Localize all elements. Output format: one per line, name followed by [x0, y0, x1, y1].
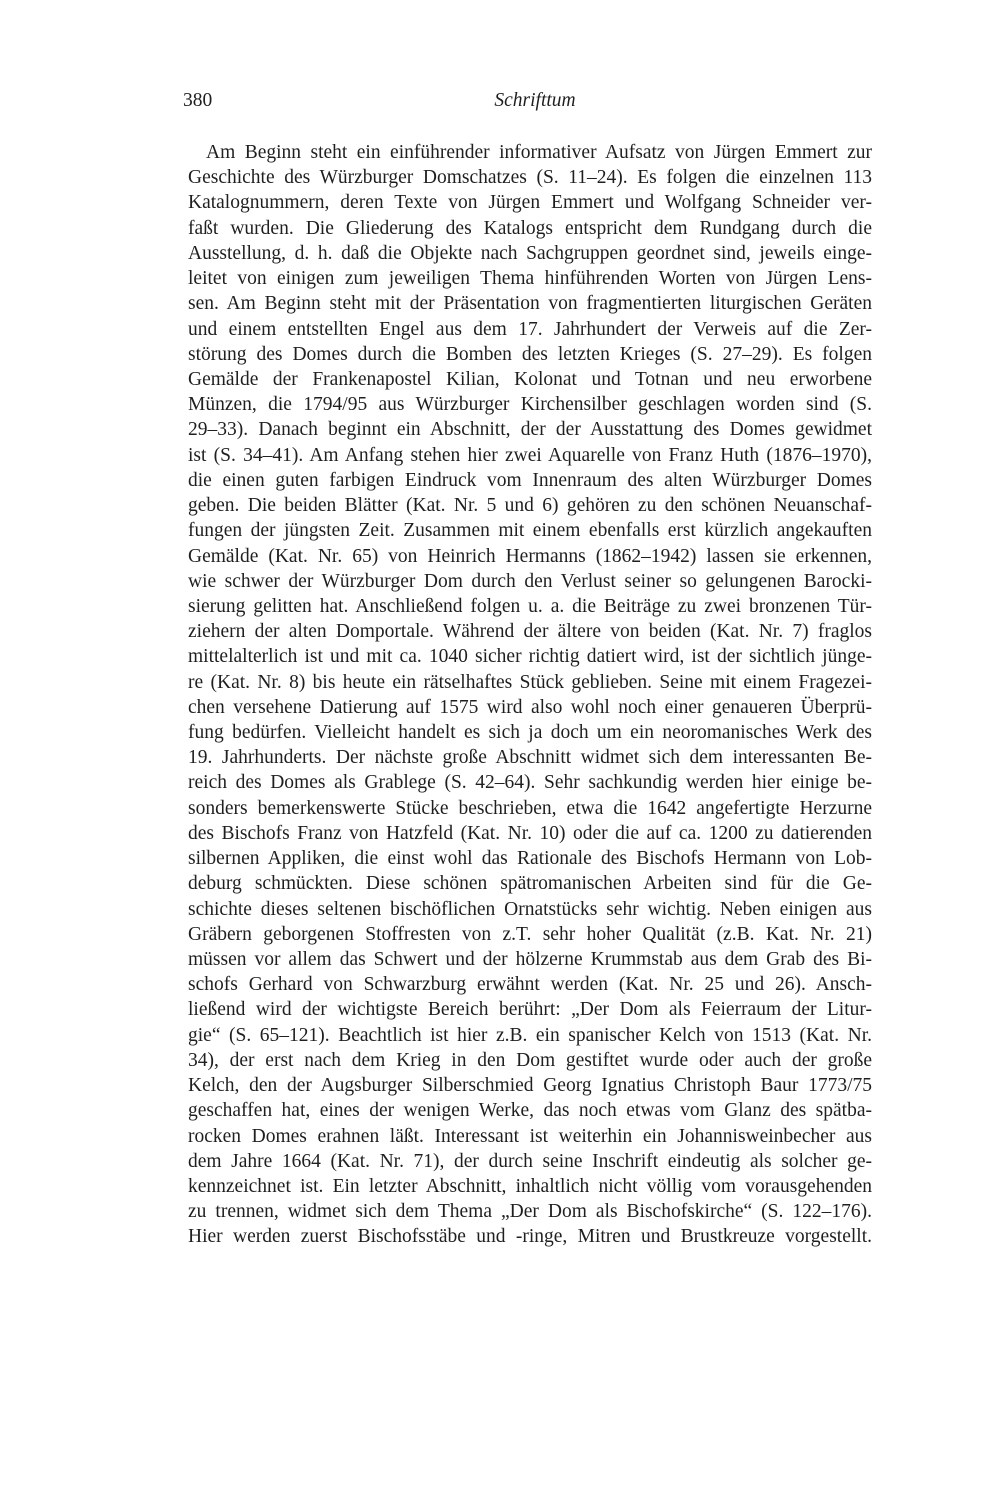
text-line: Gemälde (Kat. Nr. 65) von Heinrich Hermanns (1862–1942) lassen sie erkennen,	[188, 545, 872, 567]
text-line: Am Beginn steht ein einführender informativer Aufsatz von Jürgen Emmert zur	[206, 142, 872, 163]
text-line: störung des Domes durch die Bomben des letzten Krieges (S. 27–29). Es folgen	[188, 343, 872, 365]
text-line: Münzen, die 1794/95 aus Würzburger Kirchensilber geschlagen worden sind (S.	[188, 394, 872, 416]
text-line: re (Kat. Nr. 8) bis heute ein rätselhaftes Stück geblieben. Seine mit einem Fragezei-	[188, 671, 872, 693]
text-line: Gemälde der Frankenapostel Kilian, Kolonat und Totnan und neu erworbene	[188, 368, 872, 390]
text-line: fung bedürfen. Vielleicht handelt es sich ja doch um ein neoromanisches Werk des	[188, 722, 872, 744]
text-line: leitet von einigen zum jeweiligen Thema hinführenden Worten von Jürgen Lens-	[188, 268, 872, 290]
text-line: Kelch, den der Augsburger Silberschmied Georg Ignatius Christoph Baur 1773/75	[188, 1075, 872, 1097]
text-line: silbernen Appliken, die einst wohl das Rationale des Bischofs Hermann von Lob-	[188, 848, 872, 870]
text-line: Gräbern geborgenen Stoffresten von z.T. sehr hoher Qualität (z.B. Kat. Nr. 21)	[188, 923, 872, 945]
text-line: ziehern der alten Domportale. Während der ältere von beiden (Kat. Nr. 7) fraglos	[188, 621, 872, 643]
text-line: deburg schmückten. Diese schönen spätromanischen Arbeiten sind für die Ge-	[188, 873, 872, 895]
text-line: 19. Jahrhunderts. Der nächste große Abschnitt widmet sich dem interessanten Be-	[188, 747, 872, 769]
text-line: Hier werden zuerst Bischofsstäbe und -ringe, Mitren und Brustkreuze vorgestellt.	[188, 1226, 872, 1248]
text-line: faßt wurden. Die Gliederung des Katalogs entspricht dem Rundgang durch die	[188, 217, 872, 239]
text-line: Katalognummern, deren Texte von Jürgen Emmert und Wolfgang Schneider ver-	[188, 192, 872, 214]
text-line: und einem entstellten Engel aus dem 17. Jahrhundert der Verweis auf die Zer-	[188, 318, 872, 340]
text-line: sierung gelitten hat. Anschließend folgen u. a. die Beiträge zu zwei bronzenen Tür-	[188, 595, 872, 617]
text-line: mittelalterlich ist und mit ca. 1040 sicher richtig datiert wird, ist der sichtlich jünge-	[188, 646, 872, 668]
text-line: die einen guten farbigen Eindruck vom Innenraum des alten Würzburger Domes	[188, 469, 872, 491]
text-line: 29–33). Danach beginnt ein Abschnitt, der der Ausstattung des Domes gewidmet	[188, 419, 872, 441]
text-line: schichte dieses seltenen bischöflichen Ornatstücks sehr wichtig. Neben einigen aus	[188, 898, 872, 920]
text-line: dem Jahre 1664 (Kat. Nr. 71), der durch seine Inschrift eindeutig als solcher ge-	[188, 1150, 872, 1172]
text-line: Ausstellung, d. h. daß die Objekte nach Sachgruppen geordnet sind, jeweils einge-	[188, 242, 872, 264]
running-title: Schrifttum	[494, 90, 576, 111]
text-line: rocken Domes erahnen läßt. Interessant ist weiterhin ein Johannisweinbecher aus	[188, 1125, 872, 1147]
text-line: müssen vor allem das Schwert und der hölzerne Krummstab aus dem Grab des Bi-	[188, 949, 872, 970]
body-text	[188, 140, 872, 1250]
text-line: ließend wird der wichtigste Bereich berührt: „Der Dom als Feierraum der Litur-	[188, 999, 872, 1021]
text-line: Geschichte des Würzburger Domschatzes (S. 11–24). Es folgen die einzelnen 113	[188, 167, 872, 189]
text-line: wie schwer der Würzburger Dom durch den Verlust seiner so gelungenen Barocki-	[188, 570, 872, 592]
text-line: geben. Die beiden Blätter (Kat. Nr. 5 und 6) gehören zu den schönen Neuanschaf-	[188, 495, 872, 517]
text-line: schofs Gerhard von Schwarzburg erwähnt werden (Kat. Nr. 25 und 26). Ansch-	[188, 974, 872, 996]
text-line: gie“ (S. 65–121). Beachtlich ist hier z.B. ein spanischer Kelch von 1513 (Kat. Nr.	[188, 1024, 872, 1046]
text-line: fungen der jüngsten Zeit. Zusammen mit einem ebenfalls erst kürzlich angekauften	[188, 520, 872, 542]
text-line: chen versehene Datierung auf 1575 wird also wohl noch einer genaueren Überprü-	[188, 696, 872, 718]
page-number: 380	[183, 90, 213, 111]
text-line: sen. Am Beginn steht mit der Präsentation von fragmentierten liturgischen Geräten	[188, 293, 872, 315]
text-line: des Bischofs Franz von Hatzfeld (Kat. Nr. 10) oder die auf ca. 1200 zu datierenden	[188, 822, 872, 844]
text-line: 34), der erst nach dem Krieg in den Dom gestiftet wurde oder auch der große	[188, 1049, 872, 1071]
text-line: kennzeichnet ist. Ein letzter Abschnitt, inhaltlich nicht völlig vom vorausgehenden	[188, 1175, 872, 1197]
text-line: reich des Domes als Grablege (S. 42–64). Sehr sachkundig werden hier einige be-	[188, 772, 872, 794]
text-line: ist (S. 34–41). Am Anfang stehen hier zwei Aquarelle von Franz Huth (1876–1970),	[188, 444, 872, 466]
text-line: sonders bemerkenswerte Stücke beschrieben, etwa die 1642 angefertigte Herzurne	[188, 797, 872, 819]
text-line: zu trennen, widmet sich dem Thema „Der Dom als Bischofskirche“ (S. 122–176).	[188, 1201, 872, 1223]
text-line: geschaffen hat, eines der wenigen Werke, das noch etwas vom Glanz des spätba-	[188, 1100, 872, 1122]
